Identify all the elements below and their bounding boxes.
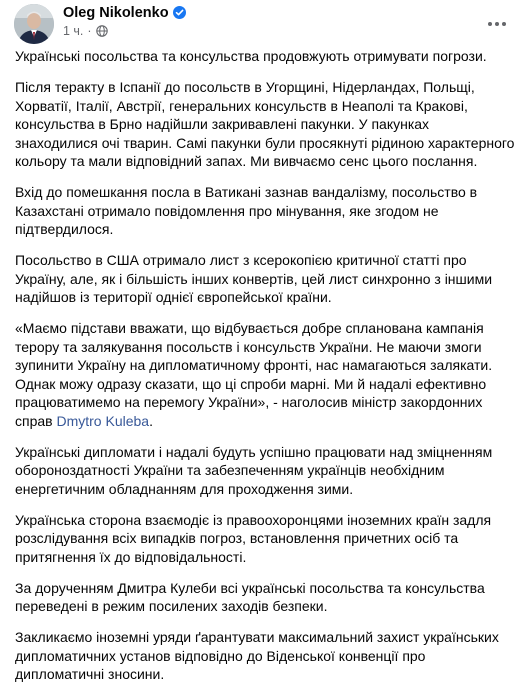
paragraph-1: Українські посольства та консульства продовжують отримувати погрози. [15,48,487,64]
author-name-text[interactable]: Oleg Nikolenko [63,5,169,21]
post-meta [63,24,108,38]
paragraph-9: Закликаємо іноземні уряди ґарантувати максимальний захист українських дипломатичних установ відповідно до Віденської конвенції про дипломатичні зносини. [15,629,499,682]
quote-end: . [149,412,153,429]
paragraph-6: Українські дипломати і надалі будуть успішно працювати над зміцненням обороноздатності України та забезпеченням українців необхідним енергетичним обладнанням для проходження зими. [15,443,493,497]
paragraph-3: Вхід до помешкання посла в Ватикані зазнав вандалізму, посольство в Казахстані отримало повідомлення про мінування, яке згодом не підтвердилося. [15,184,478,237]
more-options-button[interactable] [479,6,515,42]
post-timestamp[interactable]: 1 ч. [63,24,84,38]
avatar-photo [14,4,54,44]
paragraph-4: Посольство в США отримало лист з ксерокопією критичної статті про Україну, але, як і більшість інших конвертів, цей лист синхронно з іншими надійшов із території однієї європейської країни. [15,252,493,305]
verified-badge-icon [173,6,186,19]
paragraph-7: Українська сторона взаємодіє із правоохоронцями іноземних країн задля розслідування всіх випадків погроз, встановлення причетних осіб та притягнення їх до відповідальності. [15,511,492,565]
quote-paragraph [15,319,515,430]
post-body [15,47,515,696]
author-avatar[interactable] [14,4,54,44]
author-name[interactable] [63,4,186,21]
meta-separator: · [87,24,92,38]
paragraph-2: Після теракту в Іспанії до посольств в Угорщині, Нідерландах, Польщі, Хорватії, Італії, Австрії, генеральних консульств в Неаполі та Кракові, консульства в Брно надійшли закривавлені пакунки. У пакунках знаходилися очі тварин. Самі пакунки були просякнуті рідиною характерного кольору та мали відповідний запах. Ми вивчаємо сенс цього послання. [15,79,515,169]
more-horizontal-icon [487,21,507,27]
quote-text: «Маємо підстави вважати, що відбувається добре спланована кампанія терору та залякування посольств і консульств України. Не маючи змоги зупинити Україну на дипломатичному фронті, нас намагаються залякати. Однак можу одразу сказати, що ці спроби марні. Ми й надалі ефективно працюватимемо на перемогу України», - наголосив міністр закордонних справ [15,320,493,429]
paragraph-8: За дорученням Дмитра Кулеби всі українські посольства та консульства переведені в режим посилених заходів безпеки. [15,579,485,614]
globe-icon[interactable] [96,25,108,37]
post-header [0,0,530,44]
mention-link[interactable]: Dmytro Kuleba [56,412,150,429]
